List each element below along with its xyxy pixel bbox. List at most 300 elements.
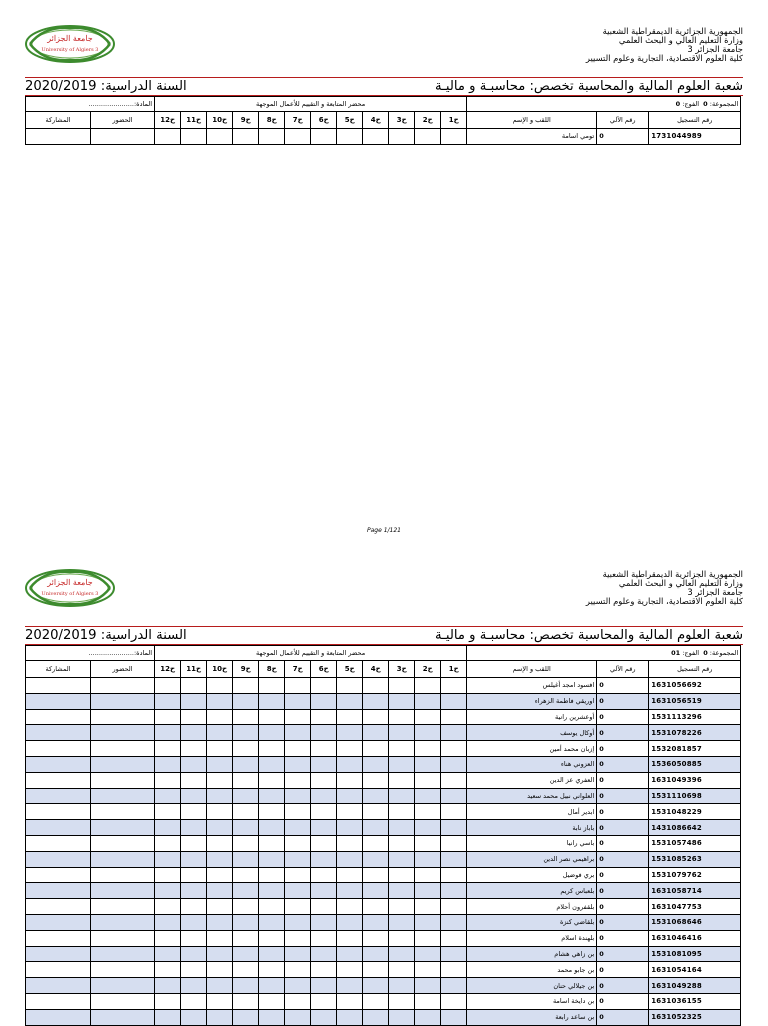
session-cell[interactable]	[233, 756, 259, 772]
session-cell[interactable]	[207, 820, 233, 836]
session-cell[interactable]	[311, 788, 337, 804]
session-cell[interactable]	[233, 725, 259, 741]
session-cell[interactable]	[285, 129, 311, 145]
session-cell[interactable]	[207, 883, 233, 899]
session-cell[interactable]	[363, 993, 389, 1009]
session-cell[interactable]	[155, 129, 181, 145]
attendance-cell[interactable]	[91, 772, 155, 788]
attendance-cell[interactable]	[91, 1009, 155, 1025]
session-cell[interactable]	[285, 725, 311, 741]
participation-cell[interactable]	[26, 883, 91, 899]
session-cell[interactable]	[389, 851, 415, 867]
attendance-cell[interactable]	[91, 788, 155, 804]
participation-cell[interactable]	[26, 962, 91, 978]
session-cell[interactable]	[233, 820, 259, 836]
session-cell[interactable]	[337, 725, 363, 741]
session-cell[interactable]	[181, 756, 207, 772]
session-cell[interactable]	[259, 678, 285, 694]
session-cell[interactable]	[415, 129, 441, 145]
session-cell[interactable]	[207, 1009, 233, 1025]
session-cell[interactable]	[389, 129, 415, 145]
session-cell[interactable]	[441, 772, 467, 788]
session-cell[interactable]	[415, 725, 441, 741]
session-cell[interactable]	[363, 678, 389, 694]
session-cell[interactable]	[259, 772, 285, 788]
session-cell[interactable]	[441, 741, 467, 757]
session-cell[interactable]	[181, 914, 207, 930]
session-cell[interactable]	[441, 835, 467, 851]
session-cell[interactable]	[363, 946, 389, 962]
session-cell[interactable]	[389, 883, 415, 899]
session-cell[interactable]	[415, 788, 441, 804]
session-cell[interactable]	[311, 772, 337, 788]
session-cell[interactable]	[311, 804, 337, 820]
session-cell[interactable]	[363, 741, 389, 757]
session-cell[interactable]	[389, 741, 415, 757]
session-cell[interactable]	[259, 993, 285, 1009]
session-cell[interactable]	[155, 678, 181, 694]
session-cell[interactable]	[415, 962, 441, 978]
session-cell[interactable]	[337, 741, 363, 757]
participation-cell[interactable]	[26, 820, 91, 836]
session-cell[interactable]	[311, 883, 337, 899]
session-cell[interactable]	[233, 883, 259, 899]
session-cell[interactable]	[207, 914, 233, 930]
attendance-cell[interactable]	[91, 129, 155, 145]
session-cell[interactable]	[415, 741, 441, 757]
session-cell[interactable]	[181, 772, 207, 788]
attendance-cell[interactable]	[91, 693, 155, 709]
session-cell[interactable]	[233, 804, 259, 820]
session-cell[interactable]	[311, 962, 337, 978]
session-cell[interactable]	[415, 678, 441, 694]
session-cell[interactable]	[233, 946, 259, 962]
session-cell[interactable]	[363, 788, 389, 804]
attendance-cell[interactable]	[91, 835, 155, 851]
session-cell[interactable]	[337, 899, 363, 915]
session-cell[interactable]	[311, 820, 337, 836]
session-cell[interactable]	[415, 993, 441, 1009]
session-cell[interactable]	[181, 883, 207, 899]
session-cell[interactable]	[233, 835, 259, 851]
session-cell[interactable]	[233, 129, 259, 145]
session-cell[interactable]	[233, 978, 259, 994]
session-cell[interactable]	[363, 883, 389, 899]
session-cell[interactable]	[155, 820, 181, 836]
session-cell[interactable]	[181, 1009, 207, 1025]
session-cell[interactable]	[259, 835, 285, 851]
attendance-cell[interactable]	[91, 930, 155, 946]
session-cell[interactable]	[207, 678, 233, 694]
session-cell[interactable]	[285, 804, 311, 820]
session-cell[interactable]	[285, 930, 311, 946]
session-cell[interactable]	[311, 741, 337, 757]
session-cell[interactable]	[441, 788, 467, 804]
participation-cell[interactable]	[26, 914, 91, 930]
session-cell[interactable]	[337, 1009, 363, 1025]
session-cell[interactable]	[363, 725, 389, 741]
session-cell[interactable]	[207, 993, 233, 1009]
session-cell[interactable]	[337, 129, 363, 145]
attendance-cell[interactable]	[91, 993, 155, 1009]
session-cell[interactable]	[337, 883, 363, 899]
participation-cell[interactable]	[26, 867, 91, 883]
session-cell[interactable]	[441, 883, 467, 899]
session-cell[interactable]	[233, 930, 259, 946]
session-cell[interactable]	[337, 946, 363, 962]
session-cell[interactable]	[441, 962, 467, 978]
session-cell[interactable]	[259, 693, 285, 709]
session-cell[interactable]	[415, 709, 441, 725]
session-cell[interactable]	[259, 946, 285, 962]
session-cell[interactable]	[311, 899, 337, 915]
session-cell[interactable]	[389, 899, 415, 915]
session-cell[interactable]	[337, 851, 363, 867]
session-cell[interactable]	[363, 835, 389, 851]
session-cell[interactable]	[259, 820, 285, 836]
session-cell[interactable]	[311, 914, 337, 930]
participation-cell[interactable]	[26, 693, 91, 709]
session-cell[interactable]	[415, 756, 441, 772]
session-cell[interactable]	[207, 946, 233, 962]
participation-cell[interactable]	[26, 993, 91, 1009]
session-cell[interactable]	[441, 899, 467, 915]
session-cell[interactable]	[337, 788, 363, 804]
session-cell[interactable]	[363, 709, 389, 725]
session-cell[interactable]	[155, 725, 181, 741]
session-cell[interactable]	[207, 772, 233, 788]
session-cell[interactable]	[181, 851, 207, 867]
session-cell[interactable]	[155, 914, 181, 930]
participation-cell[interactable]	[26, 725, 91, 741]
session-cell[interactable]	[155, 788, 181, 804]
session-cell[interactable]	[389, 962, 415, 978]
session-cell[interactable]	[389, 804, 415, 820]
session-cell[interactable]	[155, 741, 181, 757]
session-cell[interactable]	[415, 772, 441, 788]
session-cell[interactable]	[181, 993, 207, 1009]
participation-cell[interactable]	[26, 772, 91, 788]
session-cell[interactable]	[415, 851, 441, 867]
session-cell[interactable]	[311, 693, 337, 709]
session-cell[interactable]	[363, 804, 389, 820]
session-cell[interactable]	[415, 693, 441, 709]
session-cell[interactable]	[181, 930, 207, 946]
session-cell[interactable]	[337, 678, 363, 694]
session-cell[interactable]	[181, 899, 207, 915]
session-cell[interactable]	[441, 693, 467, 709]
session-cell[interactable]	[285, 709, 311, 725]
session-cell[interactable]	[259, 883, 285, 899]
attendance-cell[interactable]	[91, 962, 155, 978]
session-cell[interactable]	[233, 993, 259, 1009]
attendance-cell[interactable]	[91, 741, 155, 757]
session-cell[interactable]	[389, 993, 415, 1009]
session-cell[interactable]	[155, 962, 181, 978]
participation-cell[interactable]	[26, 756, 91, 772]
attendance-cell[interactable]	[91, 978, 155, 994]
session-cell[interactable]	[441, 946, 467, 962]
session-cell[interactable]	[415, 867, 441, 883]
session-cell[interactable]	[311, 851, 337, 867]
session-cell[interactable]	[337, 756, 363, 772]
attendance-cell[interactable]	[91, 678, 155, 694]
session-cell[interactable]	[207, 851, 233, 867]
session-cell[interactable]	[259, 899, 285, 915]
session-cell[interactable]	[337, 930, 363, 946]
session-cell[interactable]	[337, 772, 363, 788]
session-cell[interactable]	[389, 788, 415, 804]
session-cell[interactable]	[259, 962, 285, 978]
session-cell[interactable]	[389, 678, 415, 694]
session-cell[interactable]	[233, 741, 259, 757]
session-cell[interactable]	[207, 804, 233, 820]
attendance-cell[interactable]	[91, 725, 155, 741]
session-cell[interactable]	[259, 725, 285, 741]
session-cell[interactable]	[415, 804, 441, 820]
session-cell[interactable]	[415, 946, 441, 962]
session-cell[interactable]	[389, 978, 415, 994]
participation-cell[interactable]	[26, 946, 91, 962]
session-cell[interactable]	[155, 772, 181, 788]
session-cell[interactable]	[181, 978, 207, 994]
session-cell[interactable]	[389, 1009, 415, 1025]
session-cell[interactable]	[363, 978, 389, 994]
session-cell[interactable]	[311, 678, 337, 694]
session-cell[interactable]	[311, 756, 337, 772]
session-cell[interactable]	[259, 709, 285, 725]
session-cell[interactable]	[363, 772, 389, 788]
session-cell[interactable]	[233, 962, 259, 978]
session-cell[interactable]	[285, 899, 311, 915]
attendance-cell[interactable]	[91, 756, 155, 772]
session-cell[interactable]	[389, 835, 415, 851]
session-cell[interactable]	[337, 914, 363, 930]
participation-cell[interactable]	[26, 709, 91, 725]
session-cell[interactable]	[389, 772, 415, 788]
session-cell[interactable]	[155, 899, 181, 915]
session-cell[interactable]	[285, 946, 311, 962]
session-cell[interactable]	[155, 946, 181, 962]
session-cell[interactable]	[363, 962, 389, 978]
session-cell[interactable]	[181, 788, 207, 804]
session-cell[interactable]	[259, 1009, 285, 1025]
session-cell[interactable]	[233, 709, 259, 725]
session-cell[interactable]	[285, 962, 311, 978]
session-cell[interactable]	[259, 741, 285, 757]
session-cell[interactable]	[285, 851, 311, 867]
session-cell[interactable]	[207, 978, 233, 994]
session-cell[interactable]	[181, 867, 207, 883]
session-cell[interactable]	[389, 930, 415, 946]
session-cell[interactable]	[155, 930, 181, 946]
session-cell[interactable]	[207, 867, 233, 883]
session-cell[interactable]	[441, 867, 467, 883]
session-cell[interactable]	[363, 1009, 389, 1025]
session-cell[interactable]	[441, 756, 467, 772]
attendance-cell[interactable]	[91, 883, 155, 899]
session-cell[interactable]	[311, 835, 337, 851]
session-cell[interactable]	[363, 851, 389, 867]
session-cell[interactable]	[233, 899, 259, 915]
session-cell[interactable]	[259, 851, 285, 867]
session-cell[interactable]	[337, 867, 363, 883]
session-cell[interactable]	[285, 678, 311, 694]
session-cell[interactable]	[259, 788, 285, 804]
session-cell[interactable]	[441, 804, 467, 820]
participation-cell[interactable]	[26, 741, 91, 757]
session-cell[interactable]	[181, 709, 207, 725]
session-cell[interactable]	[311, 709, 337, 725]
session-cell[interactable]	[181, 129, 207, 145]
session-cell[interactable]	[207, 709, 233, 725]
session-cell[interactable]	[181, 741, 207, 757]
session-cell[interactable]	[207, 835, 233, 851]
session-cell[interactable]	[285, 883, 311, 899]
session-cell[interactable]	[285, 914, 311, 930]
session-cell[interactable]	[181, 804, 207, 820]
session-cell[interactable]	[155, 883, 181, 899]
session-cell[interactable]	[233, 914, 259, 930]
participation-cell[interactable]	[26, 1009, 91, 1025]
session-cell[interactable]	[441, 978, 467, 994]
participation-cell[interactable]	[26, 804, 91, 820]
session-cell[interactable]	[181, 693, 207, 709]
session-cell[interactable]	[389, 693, 415, 709]
session-cell[interactable]	[207, 788, 233, 804]
session-cell[interactable]	[233, 1009, 259, 1025]
session-cell[interactable]	[207, 129, 233, 145]
session-cell[interactable]	[311, 725, 337, 741]
session-cell[interactable]	[259, 914, 285, 930]
session-cell[interactable]	[207, 962, 233, 978]
session-cell[interactable]	[337, 693, 363, 709]
session-cell[interactable]	[311, 993, 337, 1009]
session-cell[interactable]	[441, 1009, 467, 1025]
session-cell[interactable]	[181, 820, 207, 836]
session-cell[interactable]	[389, 820, 415, 836]
session-cell[interactable]	[259, 756, 285, 772]
session-cell[interactable]	[285, 756, 311, 772]
session-cell[interactable]	[415, 914, 441, 930]
session-cell[interactable]	[233, 851, 259, 867]
session-cell[interactable]	[363, 867, 389, 883]
session-cell[interactable]	[207, 899, 233, 915]
session-cell[interactable]	[233, 788, 259, 804]
session-cell[interactable]	[415, 883, 441, 899]
participation-cell[interactable]	[26, 129, 91, 145]
session-cell[interactable]	[285, 1009, 311, 1025]
session-cell[interactable]	[441, 678, 467, 694]
session-cell[interactable]	[337, 835, 363, 851]
session-cell[interactable]	[363, 756, 389, 772]
session-cell[interactable]	[363, 930, 389, 946]
session-cell[interactable]	[415, 1009, 441, 1025]
session-cell[interactable]	[363, 899, 389, 915]
session-cell[interactable]	[207, 693, 233, 709]
session-cell[interactable]	[389, 946, 415, 962]
participation-cell[interactable]	[26, 678, 91, 694]
attendance-cell[interactable]	[91, 709, 155, 725]
session-cell[interactable]	[389, 756, 415, 772]
session-cell[interactable]	[389, 709, 415, 725]
participation-cell[interactable]	[26, 930, 91, 946]
session-cell[interactable]	[259, 978, 285, 994]
session-cell[interactable]	[363, 914, 389, 930]
session-cell[interactable]	[155, 978, 181, 994]
session-cell[interactable]	[363, 693, 389, 709]
session-cell[interactable]	[441, 851, 467, 867]
session-cell[interactable]	[311, 930, 337, 946]
session-cell[interactable]	[181, 678, 207, 694]
session-cell[interactable]	[311, 1009, 337, 1025]
session-cell[interactable]	[363, 820, 389, 836]
session-cell[interactable]	[285, 788, 311, 804]
session-cell[interactable]	[311, 978, 337, 994]
session-cell[interactable]	[441, 725, 467, 741]
session-cell[interactable]	[181, 962, 207, 978]
attendance-cell[interactable]	[91, 946, 155, 962]
session-cell[interactable]	[285, 835, 311, 851]
session-cell[interactable]	[155, 851, 181, 867]
session-cell[interactable]	[233, 867, 259, 883]
session-cell[interactable]	[207, 756, 233, 772]
session-cell[interactable]	[155, 693, 181, 709]
session-cell[interactable]	[415, 835, 441, 851]
session-cell[interactable]	[441, 129, 467, 145]
session-cell[interactable]	[415, 820, 441, 836]
session-cell[interactable]	[285, 820, 311, 836]
session-cell[interactable]	[337, 978, 363, 994]
session-cell[interactable]	[311, 946, 337, 962]
session-cell[interactable]	[207, 741, 233, 757]
session-cell[interactable]	[389, 725, 415, 741]
participation-cell[interactable]	[26, 788, 91, 804]
session-cell[interactable]	[155, 835, 181, 851]
participation-cell[interactable]	[26, 851, 91, 867]
session-cell[interactable]	[155, 804, 181, 820]
attendance-cell[interactable]	[91, 820, 155, 836]
session-cell[interactable]	[259, 930, 285, 946]
session-cell[interactable]	[207, 725, 233, 741]
participation-cell[interactable]	[26, 835, 91, 851]
session-cell[interactable]	[285, 741, 311, 757]
session-cell[interactable]	[259, 867, 285, 883]
session-cell[interactable]	[441, 993, 467, 1009]
session-cell[interactable]	[181, 725, 207, 741]
session-cell[interactable]	[233, 678, 259, 694]
session-cell[interactable]	[285, 867, 311, 883]
session-cell[interactable]	[155, 756, 181, 772]
session-cell[interactable]	[415, 930, 441, 946]
session-cell[interactable]	[337, 962, 363, 978]
session-cell[interactable]	[337, 820, 363, 836]
participation-cell[interactable]	[26, 978, 91, 994]
session-cell[interactable]	[415, 978, 441, 994]
session-cell[interactable]	[155, 993, 181, 1009]
session-cell[interactable]	[259, 804, 285, 820]
session-cell[interactable]	[389, 914, 415, 930]
session-cell[interactable]	[337, 709, 363, 725]
session-cell[interactable]	[155, 1009, 181, 1025]
attendance-cell[interactable]	[91, 899, 155, 915]
session-cell[interactable]	[233, 693, 259, 709]
session-cell[interactable]	[259, 129, 285, 145]
attendance-cell[interactable]	[91, 914, 155, 930]
session-cell[interactable]	[311, 867, 337, 883]
session-cell[interactable]	[441, 930, 467, 946]
session-cell[interactable]	[389, 867, 415, 883]
